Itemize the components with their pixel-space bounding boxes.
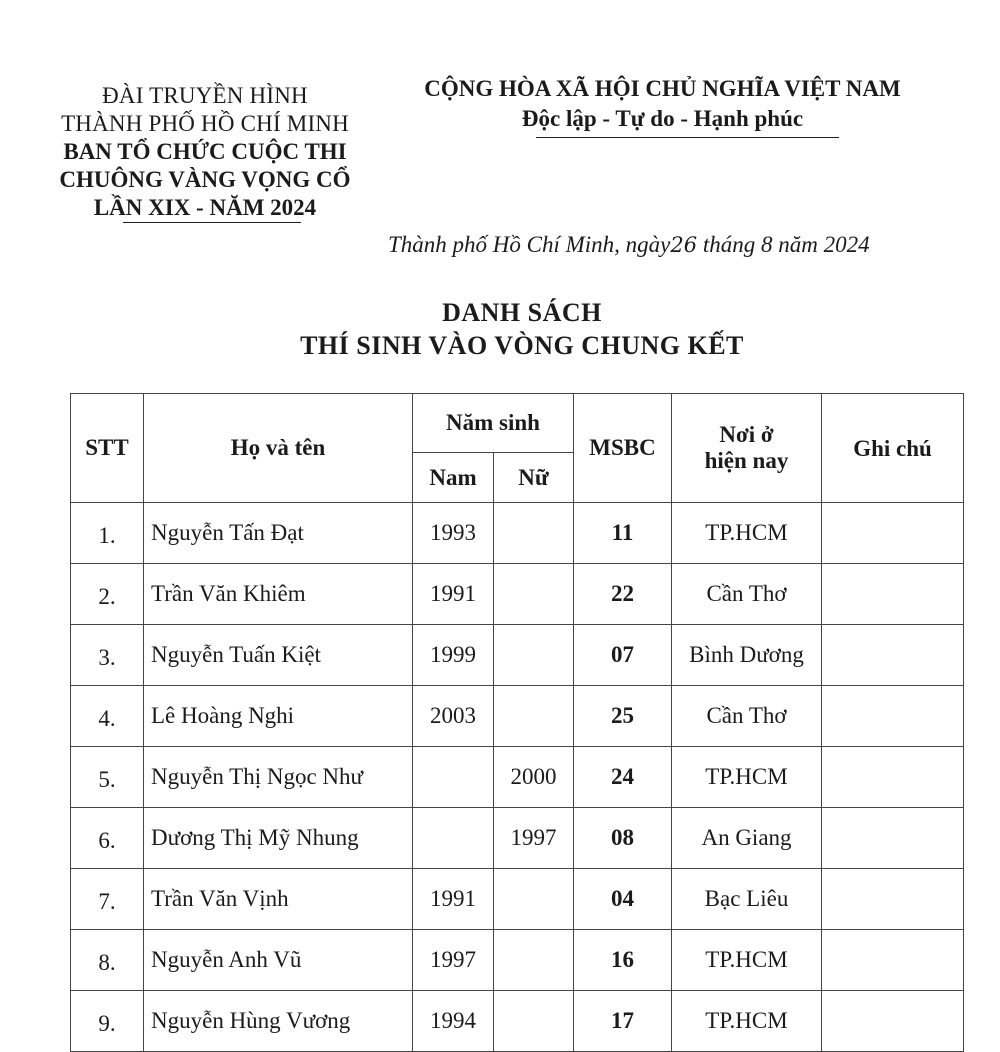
cell-msbc: 22: [574, 564, 672, 625]
cell-residence: TP.HCM: [672, 747, 822, 808]
cell-male: 1991: [413, 869, 494, 930]
table-header-row: [71, 394, 964, 453]
cell-name: Nguyễn Hùng Vương: [144, 991, 413, 1052]
cell-note: [822, 564, 964, 625]
cell-residence: Bạc Liêu: [672, 869, 822, 930]
cell-female: 2000: [494, 747, 574, 808]
header-residence-line-1: Nơi ở: [719, 422, 774, 447]
date-line: [388, 232, 870, 258]
date-suffix: tháng 8 năm 2024: [702, 232, 870, 257]
header-residence-line-2: hiện nay: [704, 448, 789, 473]
cell-female: [494, 686, 574, 747]
cell-msbc: 08: [574, 808, 672, 869]
title-line-1: DANH SÁCH: [442, 298, 602, 327]
cell-msbc: 24: [574, 747, 672, 808]
cell-residence: An Giang: [672, 808, 822, 869]
cell-male: [413, 808, 494, 869]
date-prefix: Thành phố Hồ Chí Minh, ngày: [388, 232, 671, 257]
cell-name: Nguyễn Tấn Đạt: [144, 503, 413, 564]
cell-stt: 4.: [71, 686, 144, 747]
cell-male: 1997: [413, 930, 494, 991]
cell-stt: 9.: [71, 991, 144, 1052]
cell-female: 1997: [494, 808, 574, 869]
table-row: [71, 869, 964, 930]
table-row: [71, 564, 964, 625]
header-stt: STT: [71, 394, 144, 503]
cell-female: [494, 503, 574, 564]
motto-underline: [536, 137, 839, 138]
cell-msbc: 07: [574, 625, 672, 686]
cell-female: [494, 869, 574, 930]
table-row: [71, 503, 964, 564]
header-birth-year: Năm sinh: [413, 394, 574, 453]
contestant-table: [70, 393, 964, 1052]
cell-note: [822, 747, 964, 808]
cell-female: [494, 930, 574, 991]
org-line-5: LẦN XIX - NĂM 2024: [93, 195, 317, 220]
cell-name: Trần Văn Vịnh: [144, 869, 413, 930]
org-line-2: THÀNH PHỐ HỒ CHÍ MINH: [61, 111, 349, 136]
cell-name: Nguyễn Thị Ngọc Như: [144, 747, 413, 808]
cell-male: 2003: [413, 686, 494, 747]
header-female: Nữ: [494, 453, 574, 503]
org-line-4: CHUÔNG VÀNG VỌNG CỔ: [59, 167, 351, 192]
header-msbc: MSBC: [574, 394, 672, 503]
cell-female: [494, 625, 574, 686]
cell-note: [822, 808, 964, 869]
cell-stt: 2.: [71, 564, 144, 625]
cell-msbc: 25: [574, 686, 672, 747]
table-row: [71, 808, 964, 869]
cell-residence: Cần Thơ: [672, 686, 822, 747]
cell-msbc: 17: [574, 991, 672, 1052]
table-row: [71, 747, 964, 808]
title-line-2: THÍ SINH VÀO VÒNG CHUNG KẾT: [300, 331, 744, 360]
cell-female: [494, 991, 574, 1052]
cell-note: [822, 503, 964, 564]
cell-msbc: 16: [574, 930, 672, 991]
cell-note: [822, 625, 964, 686]
header-note: Ghi chú: [822, 394, 964, 503]
national-motto: Độc lập - Tự do - Hạnh phúc: [521, 106, 804, 131]
cell-stt: 3.: [71, 625, 144, 686]
cell-residence: TP.HCM: [672, 503, 822, 564]
cell-stt: 6.: [71, 808, 144, 869]
header-residence: [672, 394, 822, 503]
national-header: [385, 74, 940, 134]
cell-male: 1999: [413, 625, 494, 686]
cell-stt: 5.: [71, 747, 144, 808]
cell-note: [822, 686, 964, 747]
cell-residence: Cần Thơ: [672, 564, 822, 625]
cell-name: Dương Thị Mỹ Nhung: [144, 808, 413, 869]
cell-name: Lê Hoàng Nghi: [144, 686, 413, 747]
cell-residence: TP.HCM: [672, 930, 822, 991]
cell-male: 1993: [413, 503, 494, 564]
table-row: [71, 686, 964, 747]
table-row: [71, 991, 964, 1052]
cell-msbc: 11: [574, 503, 672, 564]
cell-name: Nguyễn Anh Vũ: [144, 930, 413, 991]
cell-note: [822, 991, 964, 1052]
cell-residence: Bình Dương: [672, 625, 822, 686]
header-male: Nam: [413, 453, 494, 503]
org-line-3: BAN TỔ CHỨC CUỘC THI: [63, 139, 347, 164]
cell-note: [822, 869, 964, 930]
cell-male: 1991: [413, 564, 494, 625]
cell-male: [413, 747, 494, 808]
cell-msbc: 04: [574, 869, 672, 930]
date-day: 26: [670, 233, 698, 257]
cell-residence: TP.HCM: [672, 991, 822, 1052]
org-line-1: ĐÀI TRUYỀN HÌNH: [102, 83, 308, 108]
cell-name: Trần Văn Khiêm: [144, 564, 413, 625]
cell-stt: 8.: [71, 930, 144, 991]
table-row: [71, 930, 964, 991]
cell-note: [822, 930, 964, 991]
org-underline: [123, 222, 301, 223]
header-name: Họ và tên: [144, 394, 413, 503]
national-title: CỘNG HÒA XÃ HỘI CHỦ NGHĨA VIỆT NAM: [424, 76, 901, 101]
document-title: [0, 296, 1000, 362]
cell-name: Nguyễn Tuấn Kiệt: [144, 625, 413, 686]
cell-male: 1994: [413, 991, 494, 1052]
table-row: [71, 625, 964, 686]
organization-header: [30, 82, 380, 222]
cell-stt: 7.: [71, 869, 144, 930]
cell-female: [494, 564, 574, 625]
cell-stt: 1.: [71, 503, 144, 564]
